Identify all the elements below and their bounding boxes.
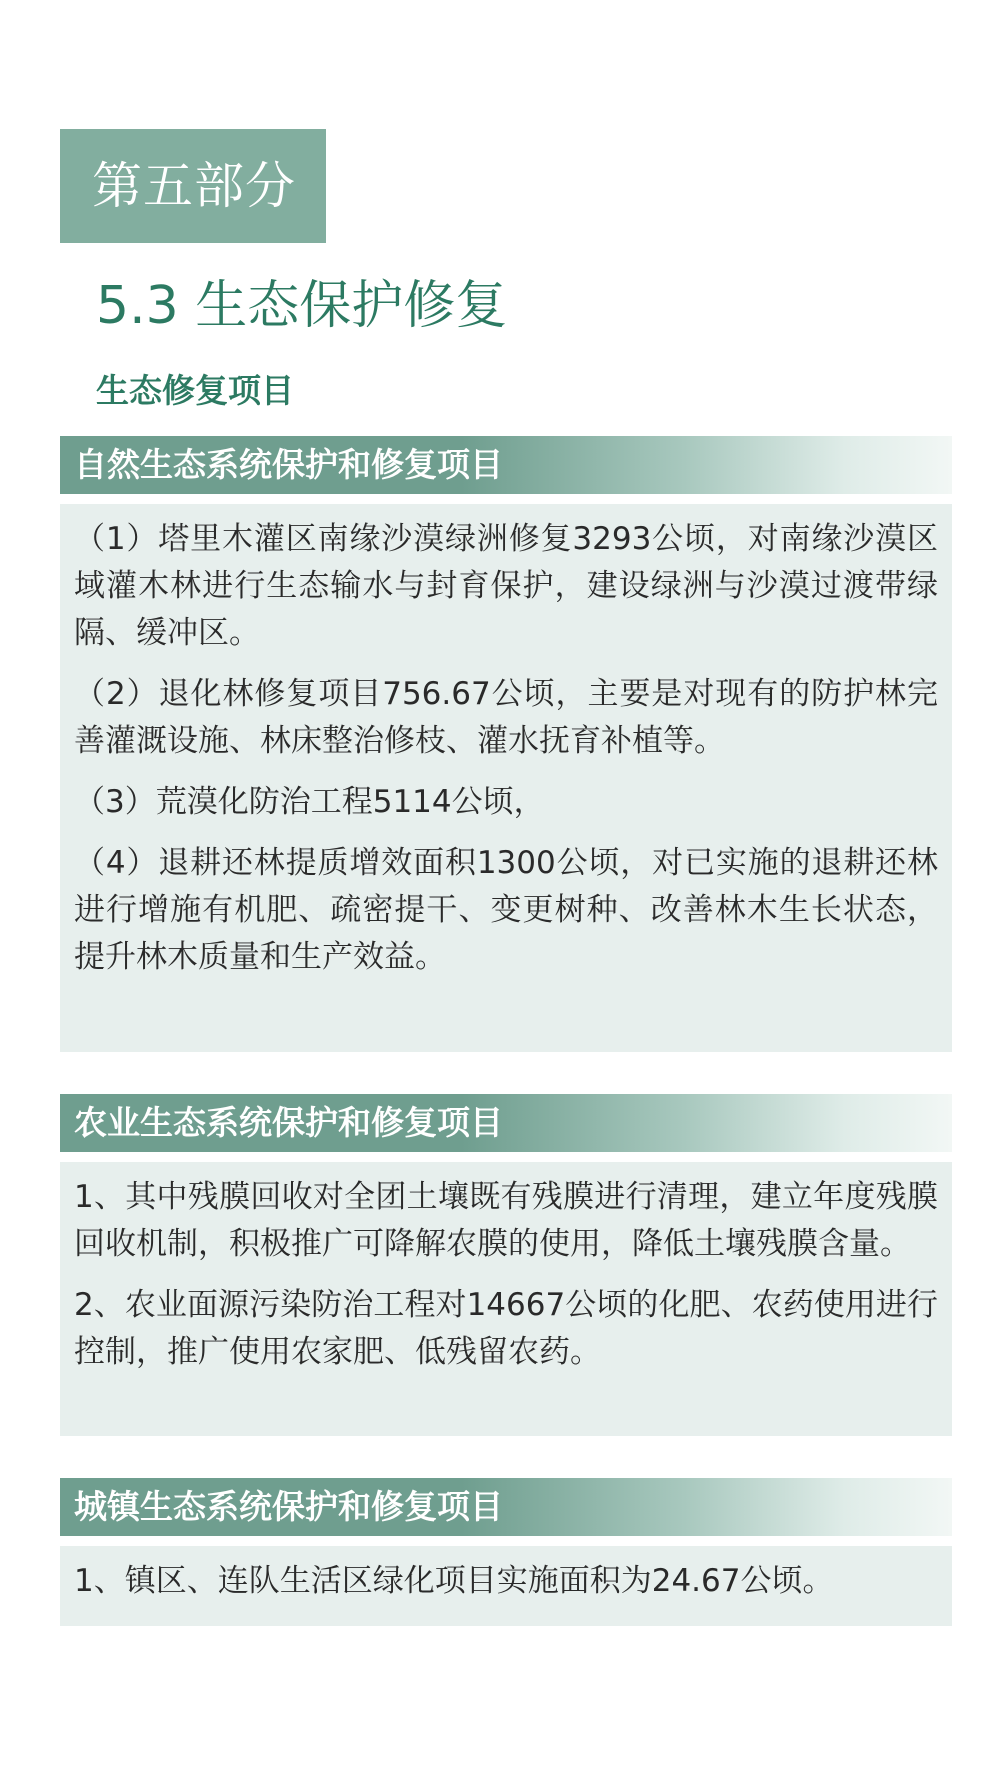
list-item: 2、农业面源污染防治工程对14667公顷的化肥、农药使用进行控制，推广使用农家肥、低残留农药。 bbox=[74, 1287, 938, 1370]
agricultural-ecosystem-panel bbox=[60, 1162, 952, 1436]
list-item: 1、镇区、连队生活区绿化项目实施面积为24.67公顷。 bbox=[74, 1563, 834, 1599]
natural-ecosystem-panel bbox=[60, 504, 952, 1052]
list-item: （4）退耕还林提质增效面积1300公顷，对已实施的退耕还林进行增施有机肥、疏密提干、变更树种、改善林木生长状态，提升林木质量和生产效益。 bbox=[74, 845, 938, 975]
part-badge: 第五部分 bbox=[60, 129, 326, 243]
list-item: （1）塔里木灌区南缘沙漠绿洲修复3293公顷，对南缘沙漠区域灌木林进行生态输水与封育保护，建设绿洲与沙漠过渡带绿隔、缓冲区。 bbox=[74, 521, 938, 651]
urban-ecosystem-heading: 城镇生态系统保护和修复项目 bbox=[60, 1478, 952, 1536]
urban-ecosystem-panel bbox=[60, 1546, 952, 1626]
agricultural-ecosystem-heading: 农业生态系统保护和修复项目 bbox=[60, 1094, 952, 1152]
list-item: （2）退化林修复项目756.67公顷，主要是对现有的防护林完善灌溉设施、林床整治修枝、灌水抚育补植等。 bbox=[74, 676, 938, 759]
list-item: （3）荒漠化防治工程5114公顷， bbox=[74, 784, 545, 820]
sub-title: 生态修复项目 bbox=[96, 371, 294, 410]
list-item: 1、其中残膜回收对全团土壤既有残膜进行清理，建立年度残膜回收机制，积极推广可降解农膜的使用，降低土壤残膜含量。 bbox=[74, 1179, 938, 1262]
section-title: 5.3 生态保护修复 bbox=[96, 276, 508, 336]
natural-ecosystem-heading: 自然生态系统保护和修复项目 bbox=[60, 436, 952, 494]
